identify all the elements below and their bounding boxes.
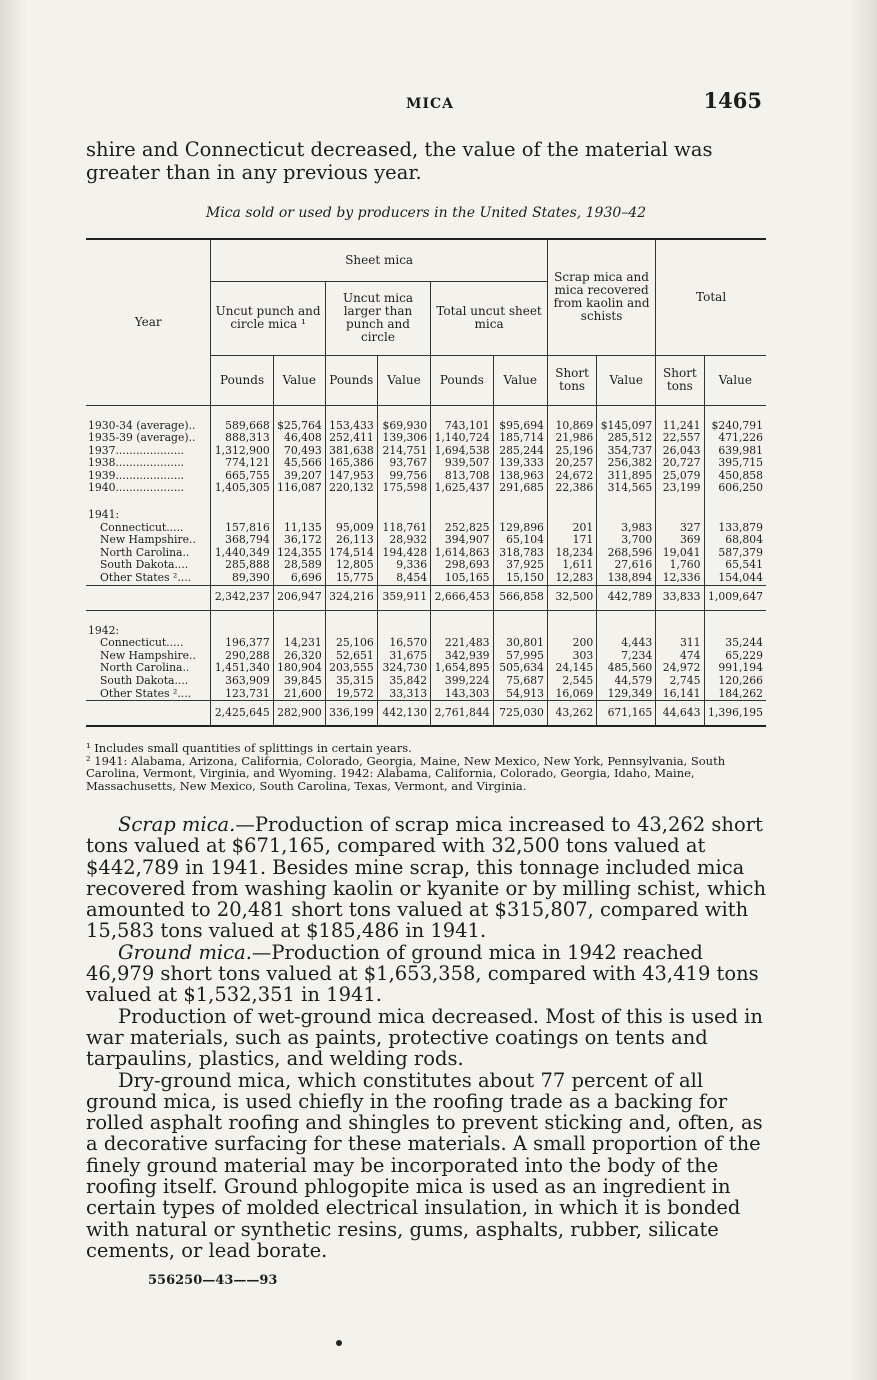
cell-c8: 256,382	[597, 457, 656, 470]
paragraph-ground-mica	[86, 942, 766, 1006]
cell-c3	[325, 405, 377, 420]
table-caption: Mica sold or used by producers in the United States, 1930–42	[205, 205, 647, 221]
cell-c10: 184,262	[704, 688, 766, 701]
row-label: 1939....................	[88, 468, 185, 482]
total-row-1942	[86, 701, 766, 727]
cell-c1: 1,405,305	[211, 482, 273, 495]
cell-c6	[493, 405, 547, 420]
cell-c9: 20,727	[656, 457, 704, 470]
cell-c3: 165,386	[325, 457, 377, 470]
row-label	[86, 495, 211, 509]
cell-c5: 939,507	[431, 457, 493, 470]
empty-cell	[656, 509, 704, 522]
page-number: 1465	[703, 88, 762, 113]
empty-cell	[704, 509, 766, 522]
cell-c8: 285,512	[597, 432, 656, 445]
cell-c10: 450,858	[704, 470, 766, 483]
cell-c5: 1,614,863	[431, 547, 493, 560]
cell-c4: 99,756	[377, 470, 430, 483]
cell-c1: 665,755	[211, 470, 273, 483]
cell-c4: 118,761	[377, 522, 430, 535]
ground-mica-heading: Ground mica.	[118, 940, 252, 964]
table-row	[86, 688, 766, 701]
row-label: North Carolina..	[100, 545, 190, 559]
cell-c3: 220,132	[325, 482, 377, 495]
cell-c7: 22,386	[547, 482, 596, 495]
spacer-row	[86, 495, 766, 509]
table-footnotes	[86, 742, 766, 792]
cell-c5: 1,625,437	[431, 482, 493, 495]
cell-c2	[273, 495, 325, 509]
cell-c4: 35,842	[377, 675, 430, 688]
cell-c3: 336,199	[325, 701, 377, 727]
header-value: Value	[493, 355, 547, 405]
cell-c3: 147,953	[325, 470, 377, 483]
cell-c8	[597, 495, 656, 509]
cell-c10: 65,229	[704, 650, 766, 663]
empty-cell	[547, 509, 596, 522]
cell-c1: 290,288	[211, 650, 273, 663]
cell-c5: 252,825	[431, 522, 493, 535]
cell-c6: $95,694	[493, 420, 547, 433]
cell-c7: 25,196	[547, 445, 596, 458]
cell-c8: $145,097	[597, 420, 656, 433]
cell-c10: 35,244	[704, 637, 766, 650]
cell-c2: 36,172	[273, 534, 325, 547]
cell-c6: 37,925	[493, 559, 547, 572]
cell-c5: 399,224	[431, 675, 493, 688]
cell-c7: 171	[547, 534, 596, 547]
paragraph-scrap-mica	[86, 814, 766, 942]
cell-c3: 174,514	[325, 547, 377, 560]
cell-c8: 3,983	[597, 522, 656, 535]
header-total: Total	[656, 239, 766, 355]
row-label: Other States ²....	[100, 571, 192, 585]
cell-c5: 2,666,453	[431, 585, 493, 610]
cell-c5: 1,694,538	[431, 445, 493, 458]
cell-c4: 194,428	[377, 547, 430, 560]
cell-c1: 1,312,900	[211, 445, 273, 458]
cell-c5: 143,303	[431, 688, 493, 701]
body-text	[86, 814, 766, 1261]
header-value: Value	[704, 355, 766, 405]
cell-c4: 175,598	[377, 482, 430, 495]
cell-c1	[211, 495, 273, 509]
cell-c8	[597, 610, 656, 625]
header-pounds: Pounds	[431, 355, 493, 405]
cell-c9: 26,043	[656, 445, 704, 458]
cell-c9: 19,041	[656, 547, 704, 560]
cell-c5: 743,101	[431, 420, 493, 433]
row-label: North Carolina..	[100, 661, 190, 675]
header-pounds: Pounds	[325, 355, 377, 405]
cell-c4	[377, 405, 430, 420]
cell-c9	[656, 405, 704, 420]
cell-c4: 28,932	[377, 534, 430, 547]
table-row	[86, 457, 766, 470]
cell-c2: 180,904	[273, 662, 325, 675]
page-right-edge-shadow	[849, 0, 877, 1380]
cell-c8: 129,349	[597, 688, 656, 701]
cell-c9: 44,643	[656, 701, 704, 727]
cell-c3: 12,805	[325, 559, 377, 572]
cell-c4: 324,730	[377, 662, 430, 675]
cell-c10: 991,194	[704, 662, 766, 675]
row-label	[86, 610, 211, 625]
cell-c9: 33,833	[656, 585, 704, 610]
cell-c2: 6,696	[273, 572, 325, 585]
cell-c6: 139,333	[493, 457, 547, 470]
cell-c1: 888,313	[211, 432, 273, 445]
cell-c6: 75,687	[493, 675, 547, 688]
cell-c9: 1,760	[656, 559, 704, 572]
group-label-row	[86, 509, 766, 522]
table-row	[86, 534, 766, 547]
cell-c6: 65,104	[493, 534, 547, 547]
table-body	[86, 405, 766, 726]
header-total-uncut: Total uncut sheet mica	[431, 281, 548, 355]
cell-c8: 3,700	[597, 534, 656, 547]
cell-c1: 774,121	[211, 457, 273, 470]
table-row	[86, 482, 766, 495]
cell-c2	[273, 405, 325, 420]
cell-c6: 138,963	[493, 470, 547, 483]
cell-c9: 16,141	[656, 688, 704, 701]
cell-c3: 19,572	[325, 688, 377, 701]
cell-c6: 30,801	[493, 637, 547, 650]
empty-cell	[325, 509, 377, 522]
cell-c1: 157,816	[211, 522, 273, 535]
spacer-row	[86, 610, 766, 625]
cell-c10: 1,009,647	[704, 585, 766, 610]
cell-c7: 18,234	[547, 547, 596, 560]
cell-c3: 324,216	[325, 585, 377, 610]
cell-c10: 1,396,195	[704, 701, 766, 727]
cell-c7: 43,262	[547, 701, 596, 727]
cell-c2: 45,566	[273, 457, 325, 470]
cell-c10: 68,804	[704, 534, 766, 547]
cell-c4: 8,454	[377, 572, 430, 585]
cell-c3: 26,113	[325, 534, 377, 547]
cell-c4: 33,313	[377, 688, 430, 701]
cell-c4: 214,751	[377, 445, 430, 458]
empty-cell	[431, 509, 493, 522]
cell-c1	[211, 405, 273, 420]
cell-c2: 11,135	[273, 522, 325, 535]
cell-c10: 606,250	[704, 482, 766, 495]
cell-c9: 24,972	[656, 662, 704, 675]
cell-c2: 282,900	[273, 701, 325, 727]
table-row	[86, 432, 766, 445]
cell-c9: 22,557	[656, 432, 704, 445]
cell-c8: 671,165	[597, 701, 656, 727]
cell-c7	[547, 495, 596, 509]
cell-c2: 14,231	[273, 637, 325, 650]
cell-c6: 129,896	[493, 522, 547, 535]
cell-c10: 587,379	[704, 547, 766, 560]
cell-c1: 1,440,349	[211, 547, 273, 560]
intro-paragraph: shire and Connecticut decreased, the value of the material was greater than in any previous year.	[86, 138, 713, 184]
cell-c8: 354,737	[597, 445, 656, 458]
cell-c5: 221,483	[431, 637, 493, 650]
ground-mica-text: —Production of ground mica in 1942 reached 46,979 short tons valued at $1,653,358, compared with 43,419 tons valued at $1,532,351 in 1941.	[86, 940, 759, 1007]
cell-c10	[704, 610, 766, 625]
cell-c5: 1,140,724	[431, 432, 493, 445]
empty-cell	[273, 509, 325, 522]
cell-c2: 124,355	[273, 547, 325, 560]
cell-c8: 27,616	[597, 559, 656, 572]
cell-c9: 474	[656, 650, 704, 663]
cell-c8	[597, 405, 656, 420]
cell-c7: 2,545	[547, 675, 596, 688]
cell-c2: 39,845	[273, 675, 325, 688]
cell-c3: 25,106	[325, 637, 377, 650]
cell-c3: 203,555	[325, 662, 377, 675]
cell-c4: 31,675	[377, 650, 430, 663]
cell-c2: 28,589	[273, 559, 325, 572]
header-year: Year	[86, 239, 211, 405]
cell-c9	[656, 610, 704, 625]
cell-c9: 12,336	[656, 572, 704, 585]
cell-c7	[547, 610, 596, 625]
footnote-2: ² 1941: Alabama, Arizona, California, Colorado, Georgia, Maine, New Mexico, New York, Pennsylvania, South Carolina, Vermont, Virginia, and Wyoming. 1942: Alabama, California, Colorado, Georgia, Idaho, Maine, Massachusetts, New Mexico, South Carolina, Texas, Vermont, and Virginia.	[86, 753, 726, 793]
cell-c1: 285,888	[211, 559, 273, 572]
cell-c7	[547, 405, 596, 420]
cell-c3	[325, 495, 377, 509]
spacer-row	[86, 405, 766, 420]
header-value: Value	[377, 355, 430, 405]
paragraph-wet-ground: Production of wet-ground mica decreased. Most of this is used in war materials, such as paints, protective coatings on tents and tarpaulins, plastics, and welding rods.	[86, 1004, 763, 1071]
empty-cell	[377, 509, 430, 522]
paragraph-dry-ground: Dry-ground mica, which constitutes about 77 percent of all ground mica, is used chiefly in the roofing trade as a backing for rolled asphalt roofing and shingles to prevent sticking and, often, as a decorative surfacing for these materials. A small proportion of the finely ground material may be incorporated into the body of the roofing itself. Ground phlogopite mica is used as an ingredient in certain types of molded electrical insulation, in which it is bonded with natural or synthetic resins, gums, asphalts, rubber, silicate cements, or lead borate.	[86, 1068, 763, 1262]
cell-c3: 153,433	[325, 420, 377, 433]
cell-c9: 25,079	[656, 470, 704, 483]
cell-c4: 93,767	[377, 457, 430, 470]
cell-c6: 318,783	[493, 547, 547, 560]
cell-c1	[211, 610, 273, 625]
cell-c3: 252,411	[325, 432, 377, 445]
cell-c9: 11,241	[656, 420, 704, 433]
row-label: 1935-39 (average)..	[88, 431, 196, 445]
row-label	[86, 585, 211, 610]
row-label: Other States ²....	[100, 686, 192, 700]
empty-cell	[211, 509, 273, 522]
cell-c9: 2,745	[656, 675, 704, 688]
cell-c6: 185,714	[493, 432, 547, 445]
row-label: South Dakota....	[100, 558, 189, 572]
cell-c7: 16,069	[547, 688, 596, 701]
header-short-tons: Short tons	[547, 355, 596, 405]
cell-c5: 298,693	[431, 559, 493, 572]
cell-c10: $240,791	[704, 420, 766, 433]
row-label: 1937....................	[88, 443, 185, 457]
cell-c7: 1,611	[547, 559, 596, 572]
cell-c10: 471,226	[704, 432, 766, 445]
cell-c7: 24,672	[547, 470, 596, 483]
cell-c10: 120,266	[704, 675, 766, 688]
row-label: New Hampshire..	[100, 648, 196, 662]
cell-c7: 201	[547, 522, 596, 535]
cell-c10: 639,981	[704, 445, 766, 458]
row-label: Connecticut.....	[100, 520, 184, 534]
cell-c1: 368,794	[211, 534, 273, 547]
cell-c7: 20,257	[547, 457, 596, 470]
cell-c6: 57,995	[493, 650, 547, 663]
row-label: New Hampshire..	[100, 533, 196, 547]
cell-c2: 46,408	[273, 432, 325, 445]
cell-c5	[431, 610, 493, 625]
cell-c9: 327	[656, 522, 704, 535]
footnote-1: ¹ Includes small quantities of splittings in certain years.	[86, 741, 412, 755]
cell-c8: 268,596	[597, 547, 656, 560]
cell-c1: 89,390	[211, 572, 273, 585]
group-label: 1942:	[88, 623, 120, 637]
row-label: 1940....................	[88, 481, 185, 495]
header-value: Value	[597, 355, 656, 405]
empty-cell	[493, 509, 547, 522]
cell-c2: 21,600	[273, 688, 325, 701]
cell-c2: 26,320	[273, 650, 325, 663]
cell-c8: 485,560	[597, 662, 656, 675]
cell-c5: 813,708	[431, 470, 493, 483]
cell-c8: 442,789	[597, 585, 656, 610]
row-label	[86, 701, 211, 727]
row-label: South Dakota....	[100, 674, 189, 687]
cell-c7: 12,283	[547, 572, 596, 585]
cell-c8: 44,579	[597, 675, 656, 688]
cell-c3: 381,638	[325, 445, 377, 458]
header-value: Value	[273, 355, 325, 405]
cell-c8: 4,443	[597, 637, 656, 650]
header-uncut-larger: Uncut mica larger than punch and circle	[325, 281, 430, 355]
total-row-1941	[86, 585, 766, 610]
cell-c4: 16,570	[377, 637, 430, 650]
cell-c5: 1,654,895	[431, 662, 493, 675]
cell-c4	[377, 495, 430, 509]
table-row	[86, 572, 766, 585]
cell-c1: 363,909	[211, 675, 273, 688]
cell-c1: 589,668	[211, 420, 273, 433]
row-label: 1938....................	[88, 456, 185, 470]
cell-c6: 291,685	[493, 482, 547, 495]
running-header-title: MICA	[405, 96, 455, 112]
cell-c4: $69,930	[377, 420, 430, 433]
cell-c6: 285,244	[493, 445, 547, 458]
cell-c5: 2,761,844	[431, 701, 493, 727]
cell-c1: 2,342,237	[211, 585, 273, 610]
cell-c4: 442,130	[377, 701, 430, 727]
cell-c5: 342,939	[431, 650, 493, 663]
cell-c4	[377, 610, 430, 625]
header-uncut-punch: Uncut punch and circle mica ¹	[211, 281, 325, 355]
cell-c10: 133,879	[704, 522, 766, 535]
cell-c8: 138,894	[597, 572, 656, 585]
cell-c6: 725,030	[493, 701, 547, 727]
cell-c6	[493, 610, 547, 625]
cell-c5: 394,907	[431, 534, 493, 547]
table-row	[86, 675, 766, 688]
cell-c1: 2,425,645	[211, 701, 273, 727]
page-left-edge-shadow	[0, 0, 28, 1380]
header-scrap-mica: Scrap mica and mica recovered from kaolin and schists	[547, 239, 655, 355]
cell-c2	[273, 610, 325, 625]
row-label: 1930-34 (average)..	[88, 418, 196, 432]
cell-c8: 311,895	[597, 470, 656, 483]
header-sheet-mica: Sheet mica	[211, 239, 548, 281]
cell-c10	[704, 405, 766, 420]
cell-c10: 395,715	[704, 457, 766, 470]
cell-c2: $25,764	[273, 420, 325, 433]
header-short-tons: Short tons	[656, 355, 704, 405]
printing-dot	[336, 1340, 342, 1346]
cell-c7: 303	[547, 650, 596, 663]
cell-c8: 314,565	[597, 482, 656, 495]
cell-c9: 23,199	[656, 482, 704, 495]
cell-c6: 54,913	[493, 688, 547, 701]
mica-production-table	[86, 238, 766, 727]
cell-c3: 35,315	[325, 675, 377, 688]
cell-c4: 139,306	[377, 432, 430, 445]
empty-cell	[597, 509, 656, 522]
cell-c1: 196,377	[211, 637, 273, 650]
cell-c10: 65,541	[704, 559, 766, 572]
cell-c6	[493, 495, 547, 509]
cell-c5	[431, 405, 493, 420]
cell-c10: 154,044	[704, 572, 766, 585]
cell-c4: 359,911	[377, 585, 430, 610]
scrap-mica-text: —Production of scrap mica increased to 43,262 short tons valued at $671,165, compared with 32,500 tons valued at $442,789 in 1941. Besides mine scrap, this tonnage included mica recovered from washing kaolin or kyanite or by milling schist, which amounted to 20,481 short tons valued at $315,807, compared with 15,583 tons valued at $185,486 in 1941.	[86, 813, 767, 943]
cell-c5: 105,165	[431, 572, 493, 585]
cell-c2: 39,207	[273, 470, 325, 483]
header-pounds: Pounds	[211, 355, 273, 405]
scrap-mica-heading: Scrap mica.	[118, 813, 236, 836]
cell-c1: 123,731	[211, 688, 273, 701]
cell-c7: 10,869	[547, 420, 596, 433]
cell-c6: 505,634	[493, 662, 547, 675]
cell-c9: 311	[656, 637, 704, 650]
cell-c6: 15,150	[493, 572, 547, 585]
cell-c1: 1,451,340	[211, 662, 273, 675]
cell-c9	[656, 495, 704, 509]
cell-c7: 24,145	[547, 662, 596, 675]
cell-c8: 7,234	[597, 650, 656, 663]
cell-c2: 206,947	[273, 585, 325, 610]
cell-c6: 566,858	[493, 585, 547, 610]
cell-c5	[431, 495, 493, 509]
cell-c3: 95,009	[325, 522, 377, 535]
cell-c2: 116,087	[273, 482, 325, 495]
table-row	[86, 637, 766, 650]
cell-c4: 9,336	[377, 559, 430, 572]
print-code: 556250—43——93	[148, 1273, 278, 1288]
cell-c2: 70,493	[273, 445, 325, 458]
cell-c7: 32,500	[547, 585, 596, 610]
cell-c10	[704, 495, 766, 509]
row-label	[86, 405, 211, 420]
cell-c9: 369	[656, 534, 704, 547]
row-label: Connecticut.....	[100, 636, 184, 650]
cell-c3: 15,775	[325, 572, 377, 585]
cell-c3	[325, 610, 377, 625]
cell-c3: 52,651	[325, 650, 377, 663]
cell-c7: 200	[547, 637, 596, 650]
cell-c7: 21,986	[547, 432, 596, 445]
group-label: 1941:	[88, 508, 120, 522]
